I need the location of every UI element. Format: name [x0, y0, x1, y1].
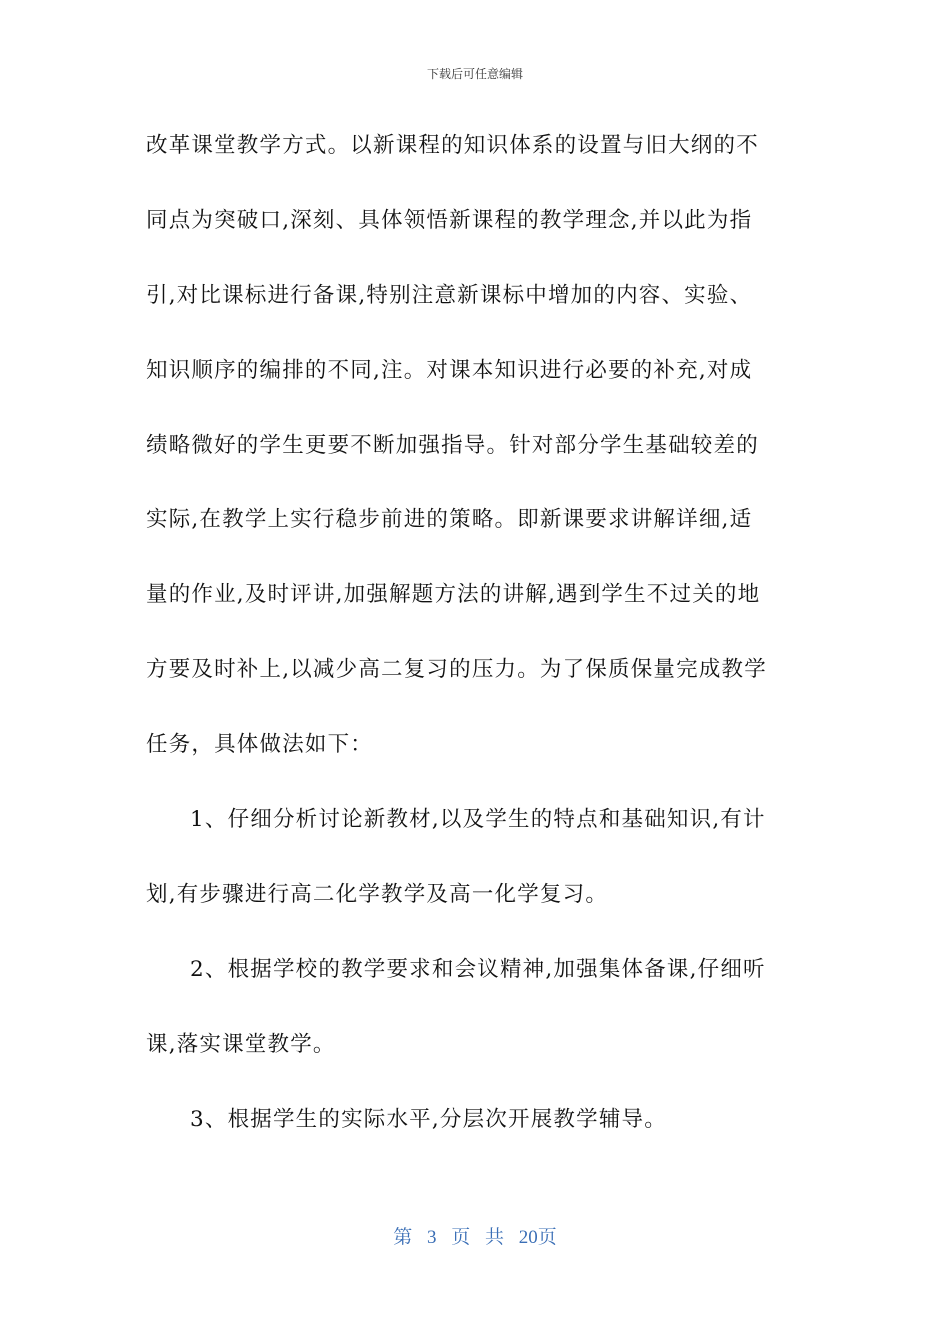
body-line-9: 任务，具体做法如下： — [146, 732, 374, 758]
document-body — [146, 124, 806, 1172]
list-item-1-line-2: 划,有步骤进行高二化学教学及高一化学复习。 — [146, 881, 609, 907]
footer-current-page: 3 — [426, 1227, 437, 1248]
footer-page-unit: 页 — [451, 1227, 471, 1248]
list-item-2-line-2: 课,落实课堂教学。 — [146, 1031, 336, 1057]
footer-total-label: 共 — [485, 1227, 505, 1248]
footer-total-pages: 20页 — [518, 1227, 557, 1248]
body-line-2: 同点为突破口,深刻、具体领悟新课程的教学理念,并以此为指 — [146, 207, 753, 233]
body-line-4: 知识顺序的编排的不同,注。对课本知识进行必要的补充,对成 — [146, 357, 753, 383]
list-item-1-line-1: 1、仔细分析讨论新教材,以及学生的特点和基础知识,有计 — [190, 807, 766, 833]
body-line-7: 量的作业,及时评讲,加强解题方法的讲解,遇到学生不过关的地 — [146, 582, 761, 608]
list-item-2-line-1: 2、根据学校的教学要求和会议精神,加强集体备课,仔细听 — [190, 956, 766, 982]
body-line-8: 方要及时补上,以减少高二复习的压力。为了保质保量完成教学 — [146, 657, 767, 683]
body-line-1: 改革课堂教学方式。以新课程的知识体系的设置与旧大纲的不 — [146, 133, 759, 158]
page-header: 下载后可任意编辑 — [426, 67, 523, 81]
body-line-5: 绩略微好的学生更要不断加强指导。针对部分学生基础较差的 — [146, 432, 759, 458]
body-line-6: 实际,在教学上实行稳步前进的策略。即新课要求讲解详细,适 — [146, 507, 753, 533]
list-item-3-line-1: 3、根据学生的实际水平,分层次开展教学辅导。 — [190, 1106, 667, 1132]
footer-prefix: 第 — [393, 1227, 413, 1248]
body-line-3: 引,对比课标进行备课,特别注意新课标中增加的内容、实验、 — [146, 282, 753, 308]
page-number-footer — [0, 1226, 950, 1250]
